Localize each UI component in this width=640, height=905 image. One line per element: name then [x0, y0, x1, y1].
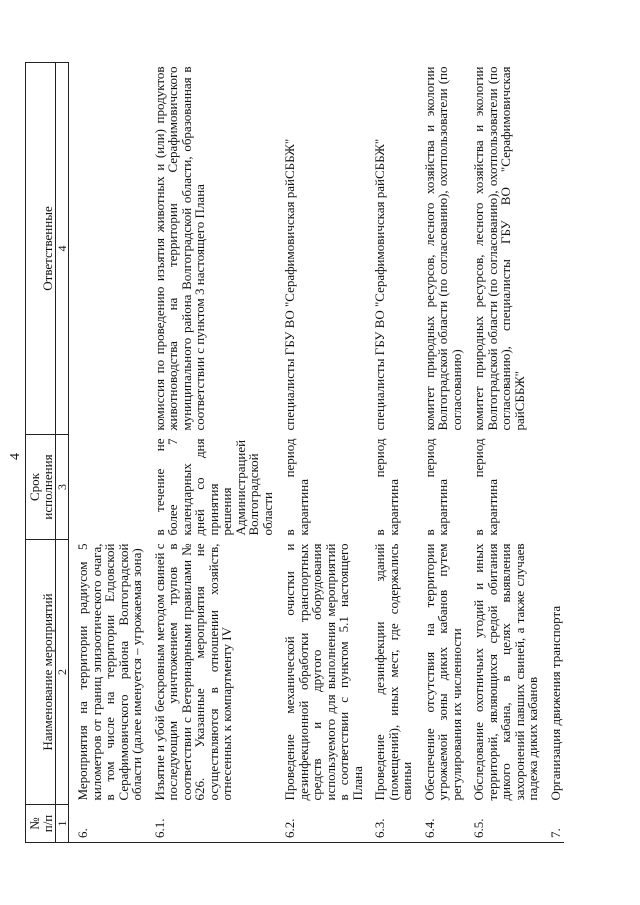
row-number: 6.5. [465, 805, 542, 843]
plan-table [25, 62, 564, 843]
row-term: в период карантина [421, 438, 450, 536]
row-term: в период карантина [282, 438, 311, 536]
column-number: 4 [56, 63, 69, 435]
page-number: 4 [8, 453, 23, 460]
row-responsible [69, 63, 146, 435]
column-number: 3 [56, 435, 69, 540]
column-number: 2 [56, 540, 69, 805]
row-number: 6.3. [366, 805, 416, 843]
table-row [276, 63, 366, 843]
row-term: в период карантина [471, 438, 500, 536]
row-number: 7. [542, 805, 565, 843]
table-header-row [26, 63, 56, 843]
row-number: 6. [69, 805, 146, 843]
row-name: Обеспечение отсутствия на территории угрожаемой зоны диких кабанов путем регулирования их численности [421, 543, 464, 801]
table-row [366, 63, 416, 843]
row-name: Проведение механической очистки и дезинфекционной обработки транспортных средств и другого оборудования используемого для выполнения мероприятий в соответствии с пунктом 5.1 настоящего Плана [282, 543, 365, 801]
table-row [416, 63, 466, 843]
header-responsible: Ответственные [26, 63, 56, 435]
header-num: № п/п [26, 805, 56, 843]
row-name: Проведение дезинфекции зданий (помещений), иных мест, где содержались свиньи [372, 543, 414, 801]
row-number: 6.4. [416, 805, 466, 843]
row-responsible: комитет природных ресурсов, лесного хозяйства и экологии Волгоградской области (по согласованию), охотпользователи (по согласованию) [421, 66, 464, 431]
table-row [542, 63, 565, 843]
row-name: Организация движения транспорта [547, 605, 563, 801]
row-name: Обследование охотничьих угодий и иных территорий, являющихся средой обитания дикого кабана, в целях выявления захоронений павших свиней, а также случаев падежа диких кабанов [471, 543, 540, 801]
row-name: Изъятие и убой бескровным методом свиней с последующим уничтожением трупов в соответствии с Ветеринарными правилами № 626. Указанные мероприятия не осуществляются в отношении хозяйств, отнесенных к компартменту IV [151, 543, 234, 801]
column-number-row [56, 63, 69, 843]
row-responsible [542, 63, 565, 435]
row-responsible: специалисты ГБУ ВО "Серафимовичская райСББЖ" [372, 138, 387, 431]
row-number: 6.2. [276, 805, 366, 843]
row-responsible: комитет природных ресурсов, лесного хозяйства и экологии Волгоградской области (по согласованию), охотпользователи (по согласованию), специалисты ГБУ ВО "Серафимовичская райСББЖ" [471, 66, 527, 431]
row-responsible: специалисты ГБУ ВО "Серафимовичская райСББЖ" [282, 138, 297, 431]
table-row [69, 63, 146, 843]
row-term [69, 435, 146, 540]
table-row [465, 63, 542, 843]
table-row [146, 63, 277, 843]
row-number: 6.1. [146, 805, 277, 843]
row-term: в течение не более 7 календарных дней со дня принятия решения Администрацией Волгоградской области [151, 438, 275, 536]
header-term: Срок исполнения [26, 435, 56, 540]
header-name: Наименование мероприятий [26, 540, 56, 805]
row-term [542, 435, 565, 540]
row-term: в период карантина [372, 438, 401, 536]
row-responsible: комиссия по проведению изъятия животных и (или) продуктов животноводства на территории Серафимовичского муниципального района Волгоградской области, образованная в соответствии с пунктом 3 настоящего Плана [151, 66, 207, 431]
column-number: 1 [56, 805, 69, 843]
row-name: Мероприятия на территории радиусом 5 километров от границ эпизоотического очага, в том числе на территории Елдовской Серафимовичского района Волгоградской области (далее именуется – угрожаемая зона) [75, 543, 144, 801]
